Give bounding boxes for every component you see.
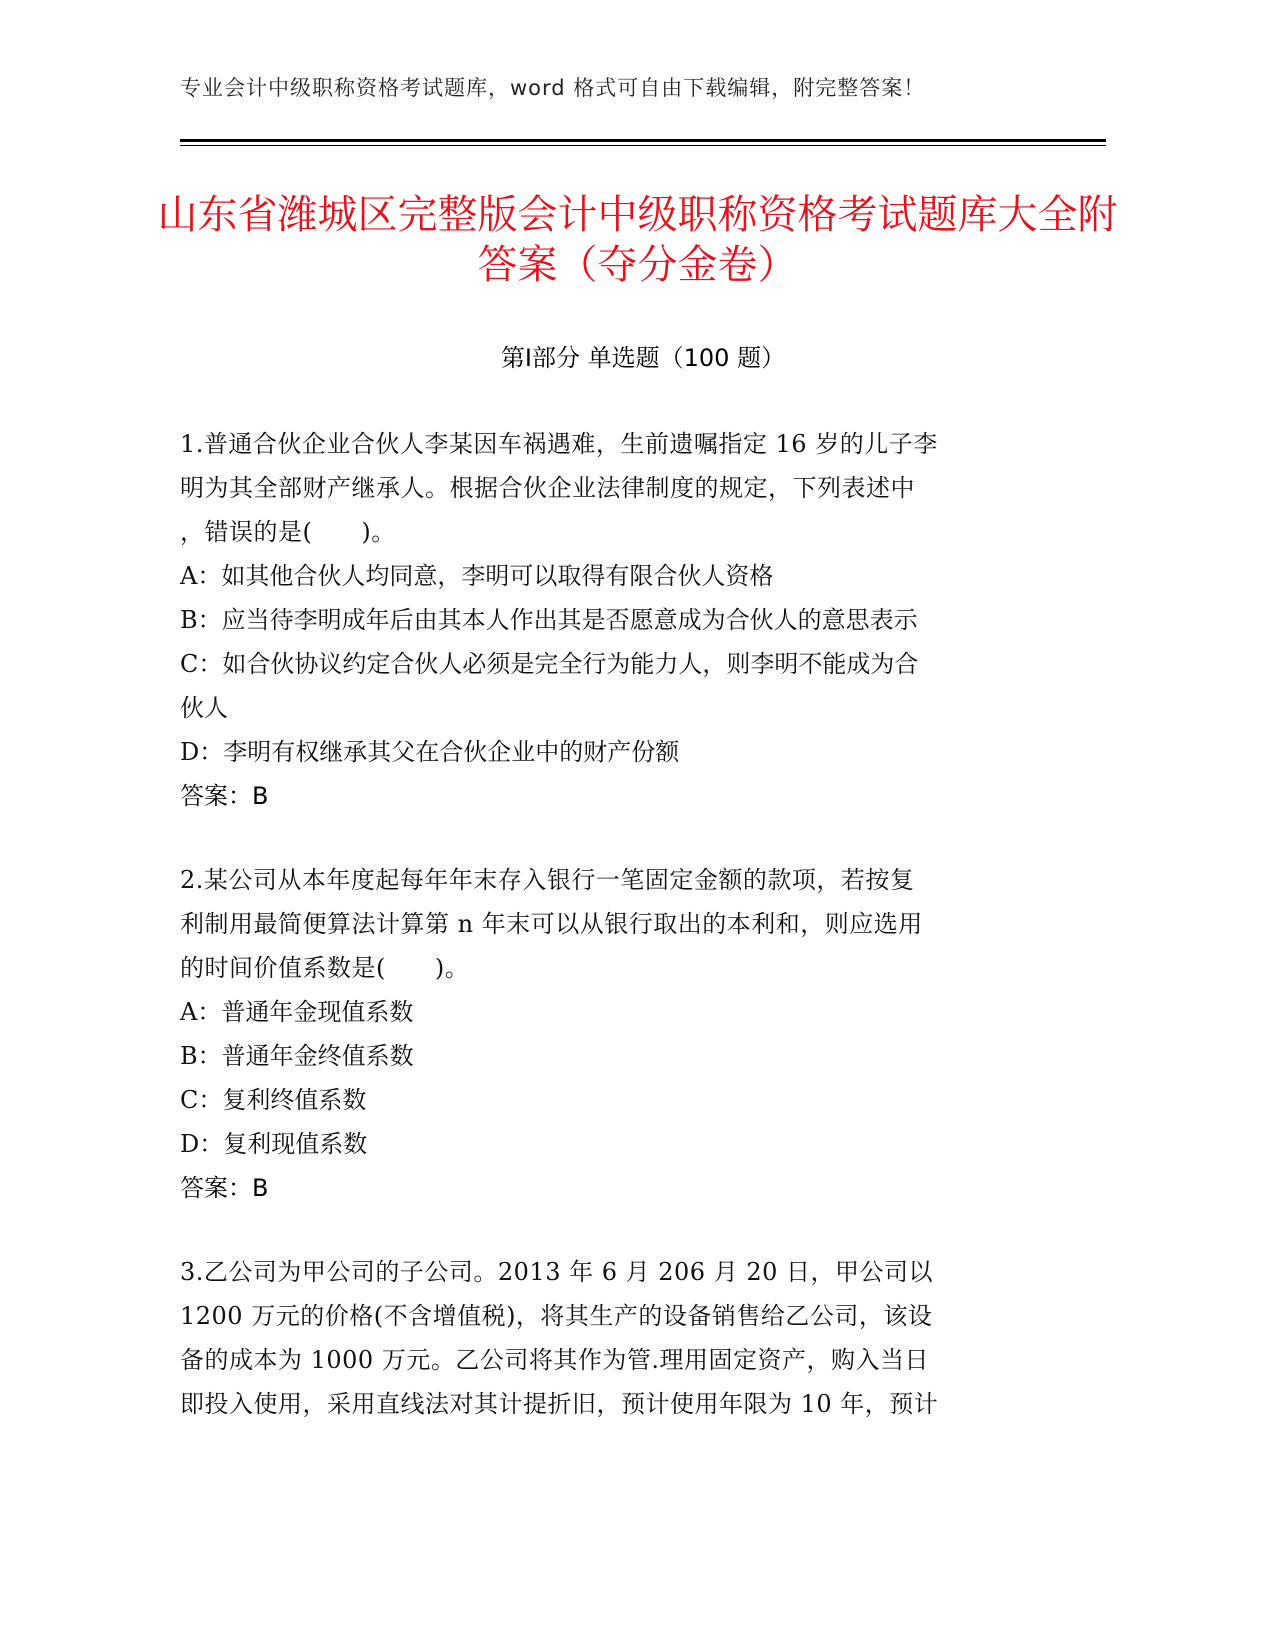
answer: 答案：B — [180, 1174, 269, 1202]
option-c: C：复利终值系数 — [180, 1086, 367, 1114]
question-2 — [180, 858, 1030, 1210]
question-stem-line: 即投入使用，采用直线法对其计提折旧，预计使用年限为 10 年，预计 — [180, 1390, 939, 1418]
option-b: B：普通年金终值系数 — [180, 1042, 414, 1070]
question-stem-line: 的时间价值系数是( )。 — [180, 954, 470, 982]
header-note: 专业会计中级职称资格考试题库，word 格式可自由下载编辑，附完整答案！ — [180, 76, 926, 100]
option-a: A：普通年金现值系数 — [180, 998, 414, 1026]
option-d: D：复利现值系数 — [180, 1130, 368, 1158]
option-c-continued: 伙人 — [180, 694, 228, 722]
question-stem-line: ，错误的是( )。 — [180, 518, 396, 546]
document-title: 山东省潍城区完整版会计中级职称资格考试题库大全附答案（夺分金卷） — [157, 192, 1118, 288]
option-d: D：李明有权继承其父在合伙企业中的财产份额 — [180, 738, 680, 766]
question-3 — [180, 1250, 1030, 1426]
question-stem-line: 3.乙公司为甲公司的子公司。2013 年 6 月 206 月 20 日，甲公司以 — [180, 1258, 933, 1286]
header-rule-thin — [180, 145, 1106, 146]
question-stem-line: 1200 万元的价格(不含增值税)，将其生产的设备销售给乙公司，该设 — [180, 1302, 933, 1330]
option-a: A：如其他合伙人均同意，李明可以取得有限合伙人资格 — [180, 562, 774, 590]
question-1 — [180, 422, 1030, 818]
option-c: C：如合伙协议约定合伙人必须是完全行为能力人，则李明不能成为合 — [180, 650, 919, 678]
question-stem-line: 备的成本为 1000 万元。乙公司将其作为管.理用固定资产，购入当日 — [180, 1346, 929, 1374]
question-stem-line: 1.普通合伙企业合伙人李某因车祸遇难，生前遗嘱指定 16 岁的儿子李 — [180, 430, 938, 458]
question-stem-line: 明为其全部财产继承人。根据合伙企业法律制度的规定，下列表述中 — [180, 474, 915, 502]
section-title: 第Ⅰ部分 单选题（100 题） — [500, 344, 786, 372]
question-stem-line: 2.某公司从本年度起每年年末存入银行一笔固定金额的款项，若按复 — [180, 866, 915, 894]
question-stem-line: 利制用最简便算法计算第 n 年末可以从银行取出的本利和，则应选用 — [180, 910, 923, 938]
header-rule-thick — [180, 139, 1106, 142]
answer: 答案：B — [180, 782, 269, 810]
option-b: B：应当待李明成年后由其本人作出其是否愿意成为合伙人的意思表示 — [180, 606, 918, 634]
